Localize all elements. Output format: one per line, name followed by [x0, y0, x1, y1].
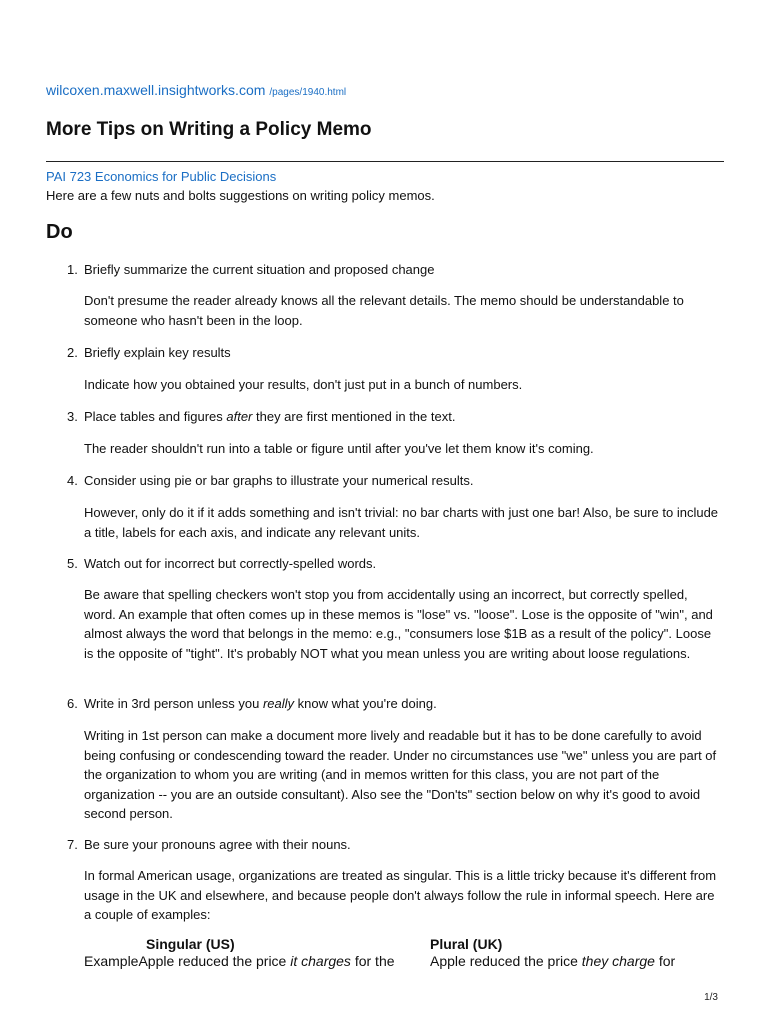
- item-7-number: 7.: [67, 837, 78, 852]
- item-2-number: 2.: [67, 345, 78, 360]
- title-divider: [46, 161, 724, 162]
- item-2-body: Indicate how you obtained your results, don't just put in a bunch of numbers.: [84, 377, 523, 392]
- page-title: More Tips on Writing a Policy Memo: [46, 119, 372, 140]
- item-4-number: 4.: [67, 473, 78, 488]
- course-link[interactable]: PAI 723 Economics for Public Decisions: [46, 169, 277, 184]
- item-6-number: 6.: [67, 696, 78, 711]
- table-cell-singular-end: for the: [350, 953, 395, 969]
- table-row-label: Example: [84, 953, 139, 969]
- item-1-body: Don't presume the reader already knows all the relevant details. The memo should be understandable to someone who hasn't been in the loop.: [84, 293, 684, 328]
- source-url[interactable]: [46, 82, 346, 100]
- item-4-heading: Consider using pie or bar graphs to illustrate your numerical results.: [84, 473, 474, 488]
- source-domain-link[interactable]: wilcoxen.maxwell.insightworks.com: [46, 82, 266, 98]
- item-6-heading-emphasis: really: [262, 696, 295, 711]
- table-header-plural: Plural (UK): [430, 936, 503, 952]
- item-3-body: The reader shouldn't run into a table or figure until after you've let them know it's coming.: [84, 441, 594, 456]
- item-6-heading-start: Write in 3rd person unless you: [84, 696, 263, 711]
- item-6-heading-end: know what you're doing.: [294, 696, 437, 711]
- table-cell-singular-start: Apple reduced the price: [138, 953, 291, 969]
- item-2-heading: Briefly explain key results: [84, 345, 231, 360]
- table-cell-plural-start: Apple reduced the price: [430, 953, 582, 969]
- item-7-body: In formal American usage, organizations are treated as singular. This is a little tricky because it's different from usage in the UK and elsewhere, and because people don't always follow the rule in informal speech. Here are a couple of examples:: [84, 868, 717, 922]
- item-3-number: 3.: [67, 409, 78, 424]
- table-cell-plural-end: for: [654, 953, 676, 969]
- item-5-body: Be aware that spelling checkers won't stop you from accidentally using an incorrect, but correctly spelled, word. An example that often comes up in these memos is "lose" vs. "loose". Lose is the opposite of "win", and almost always the word that belongs in the memo: e.g., "consumers lose $1B as a result of the policy". Loose is the opposite of "tight". It's probably NOT what you mean unless you are writing about loose regulations.: [84, 587, 713, 661]
- table-cell-plural: [430, 953, 675, 969]
- section-heading-do: Do: [46, 221, 73, 243]
- page-indicator: 1/3: [704, 992, 718, 1003]
- source-path-link[interactable]: /pages/1940.html: [269, 87, 347, 98]
- item-5-heading: Watch out for incorrect but correctly-spelled words.: [84, 556, 377, 571]
- item-3-heading: [84, 407, 720, 427]
- table-row-example: [84, 953, 395, 969]
- item-1-heading: Briefly summarize the current situation and proposed change: [84, 262, 435, 277]
- item-7-heading: Be sure your pronouns agree with their nouns.: [84, 837, 351, 852]
- item-5-number: 5.: [67, 556, 78, 571]
- item-6-body: Writing in 1st person can make a document more lively and readable but it has to be done carefully to avoid being confusing or condescending toward the reader. Under no circumstances use "we" unless you are part of the organization to whom you are writing (and in memos written for this class, you are not part of the organization -- you are an outside consultant). Also see the "Don'ts" section below on why it's good to avoid second person.: [84, 728, 717, 821]
- item-1-number: 1.: [67, 262, 78, 277]
- intro-text: Here are a few nuts and bolts suggestions on writing policy memos.: [46, 188, 435, 203]
- item-3-heading-end: they are first mentioned in the text.: [252, 409, 456, 424]
- table-cell-singular-emphasis: it charges: [290, 953, 351, 969]
- table-cell-plural-emphasis: they charge: [581, 953, 655, 969]
- item-3-heading-start: Place tables and figures: [84, 409, 227, 424]
- item-6-heading: [84, 694, 720, 714]
- item-4-body: However, only do it if it adds something and isn't trivial: no bar charts with just one bar! Also, be sure to include a title, labels for each axis, and indicate any relevant units.: [84, 505, 719, 540]
- table-header-singular: Singular (US): [146, 936, 235, 952]
- item-3-heading-emphasis: after: [226, 409, 253, 424]
